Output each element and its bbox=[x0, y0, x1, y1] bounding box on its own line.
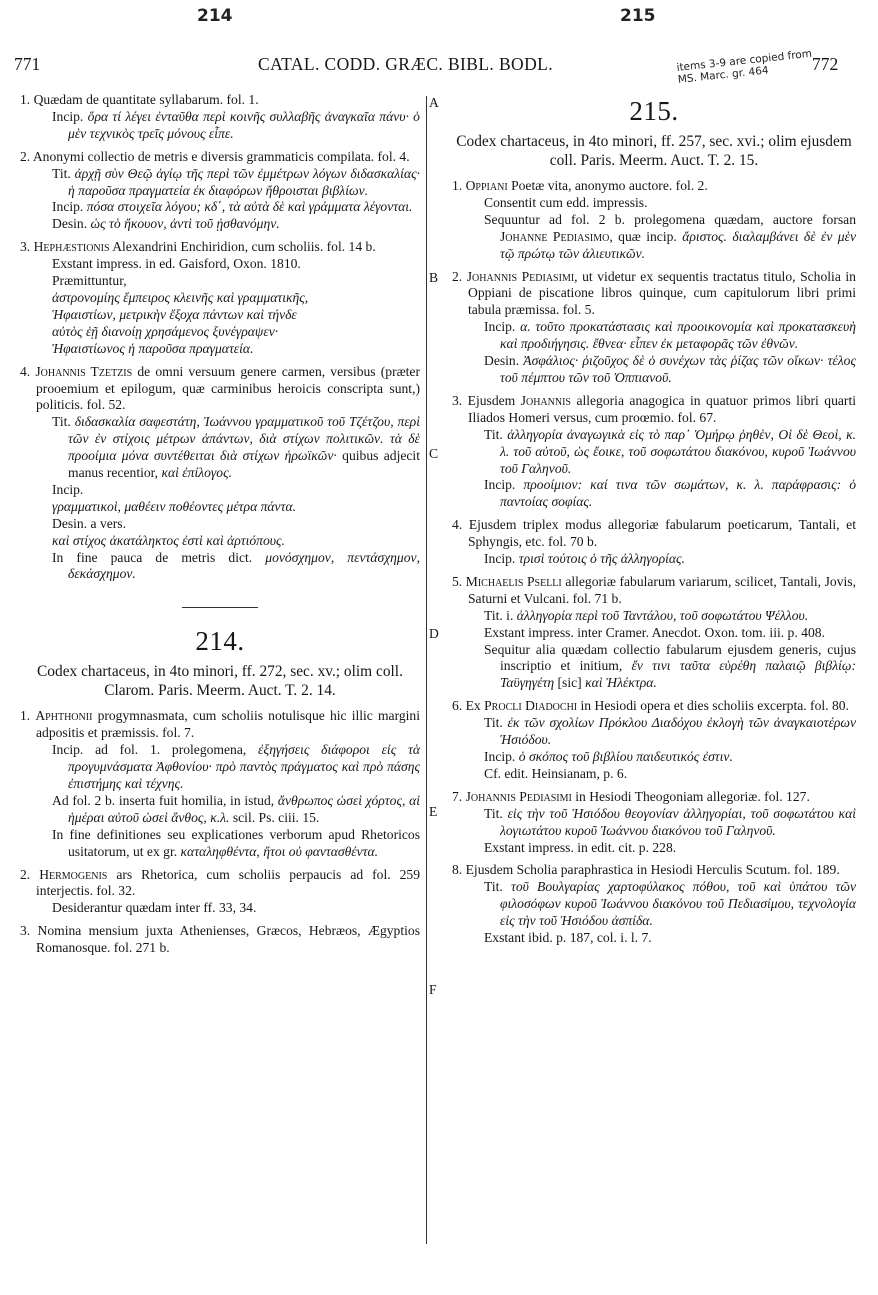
greek-text: μονόσχημον, πεντάσχημον, δεκάσχημον. bbox=[68, 549, 420, 582]
codex-number: 214. bbox=[195, 626, 245, 657]
note-text: Præmittuntur, bbox=[52, 273, 127, 289]
item-number: 8. bbox=[452, 862, 463, 878]
greek-verse: γραμματικοὶ, μαθέειν ποθέοντες μέτρα πάντα. bbox=[52, 498, 296, 514]
greek-text: ἐξηγήσεις διάφοροι εἰς τὰ προγυμνάσματα Ἀφθονίου· πρὸ παντὸς πράγματος καὶ πρὸ πάσης ἐπιστήμης καὶ τέχνης. bbox=[68, 742, 420, 791]
greek-text: καὶ Ἠλέκτρα. bbox=[585, 675, 657, 691]
author-name: Johannis Tzetzis bbox=[35, 363, 133, 379]
author-name: Aphthonii bbox=[35, 708, 93, 724]
title-label: Tit. bbox=[484, 426, 503, 442]
greek-text: διδασκαλία σαφεστάτη, Ἰωάννου γραμματικοῦ τοῦ Τζέτζου, περὶ τῶν ἐν στίχοις μέτρων ἁπάντων, διὰ στίχων πολιτικῶν. τὰ δὲ προοίμια μόνα συντέθειται διὰ στίχων ἡρωϊκῶν· bbox=[68, 414, 420, 464]
greek-text: ἄριστος. διαλαμβάνει δὲ ἐν μὲν τῷ πρώτῳ τῶν ἁλιευτικῶν. bbox=[500, 228, 856, 261]
page-number-left: 771 bbox=[14, 54, 41, 74]
item-title: allegoria anagogica in quatuor primos libri quarti Iliados Homeri versus, cum proœmio. fol. 67. bbox=[468, 392, 856, 425]
greek-text: ἀρχῇ σὺν Θεῷ ἁγίῳ τῆς περὶ τῶν ἐμμέτρων λόγων διδασκαλίας· ἡ παροῦσα πραγματεία ἐκ διαφόρων ἤθροισται βιβλίων. bbox=[68, 165, 420, 198]
item-title: Anonymi collectio de metris e diversis grammaticis compilata. fol. 4. bbox=[32, 148, 410, 164]
list-item bbox=[20, 923, 420, 957]
note-text: Desiderantur quædam inter ff. 33, 34. bbox=[52, 900, 257, 916]
item-number: 7. bbox=[452, 788, 463, 804]
item-number: 4. bbox=[20, 363, 31, 379]
greek-text: πόσα στοιχεῖα λόγου; κδ΄, τὰ αὐτὰ δὲ καὶ γράμματα λέγονται. bbox=[86, 199, 413, 215]
list-item bbox=[20, 149, 420, 234]
margin-letter-b: B bbox=[429, 270, 439, 285]
incipit-label: Incip. bbox=[484, 319, 516, 335]
greek-text: ὅρα τί λέγει ἐνταῦθα περὶ κοινῆς συλλαβῆς ἀναγκαῖα πάνυ· ὁ μὲν τεχνικὸς τρεῖς μόνους εἶπε. bbox=[68, 108, 420, 141]
list-item bbox=[20, 708, 420, 860]
incipit-label: Incip. bbox=[52, 108, 84, 124]
incipit-label: Incip. bbox=[52, 199, 84, 215]
codex-number: 215. bbox=[629, 96, 679, 126]
item-number: 1. bbox=[20, 92, 31, 107]
greek-text: προοίμιον: καί τινα τῶν σωμάτων, κ. λ. παράφρασις: ὁ παντοίας σοφίας. bbox=[500, 477, 856, 510]
title-label: Tit. bbox=[52, 165, 71, 181]
title-label: Tit. bbox=[484, 715, 503, 731]
greek-text: ἐκ τῶν σχολίων Πρόκλου Διαδόχου ἐκλογὴ τῶν ἀναγκαιοτέρων Ἡσιόδου. bbox=[500, 715, 856, 748]
greek-text: ἔν τινι ταῦτα εὑρέθη παλαιῷ βιβλίῳ: Ταϋγηγέτη bbox=[500, 658, 856, 691]
item-title: de omni versuum genere carmen, versibus (præter prooemium et epilogum, quæ carminibus heroicis conscripta sunt,) politicis. fol. 52. bbox=[36, 363, 420, 413]
list-item bbox=[452, 393, 856, 511]
author-name: Hephæstionis bbox=[33, 239, 110, 255]
note-text: quibus adjecit manus recentior, bbox=[68, 448, 420, 481]
list-item bbox=[20, 867, 420, 918]
note-text: Sequuntur ad fol. 2 b. prolegomena quædam, auctore forsan bbox=[484, 211, 856, 227]
desinit-label: Desin. a vers. bbox=[52, 515, 126, 531]
note-text: Ejusdem bbox=[467, 392, 516, 408]
note-text: Incip. ad fol. 1. prolegomena, bbox=[52, 742, 247, 758]
greek-verse: ἀστρονομίης ἔμπειρος κλεινῆς καὶ γραμματικῆς, bbox=[52, 289, 309, 305]
note-text: [sic] bbox=[557, 675, 582, 691]
list-item bbox=[452, 789, 856, 857]
item-title: ut videtur ex sequentis tractatus titulo, Scholia in Oppiani de piscatione libros quinque, cum capitulorum libri primi tabula præmissa. fol. 5. bbox=[468, 268, 856, 318]
note-text: Exstant impress. in edit. cit. p. 228. bbox=[484, 839, 677, 855]
list-item bbox=[452, 269, 856, 387]
left-column bbox=[20, 92, 420, 963]
item-number: 1. bbox=[452, 178, 463, 193]
greek-text: εἰς τὴν τοῦ Ἡσιόδου θεογονίαν ἀλληγορίαι, τοῦ σοφωτάτου καὶ λογιωτάτου κυροῦ Ἰωάννου διακόνου τοῦ Γαληνοῦ. bbox=[500, 805, 856, 838]
greek-text: ἀλληγορία περὶ τοῦ Ταντάλου, τοῦ σοφωτάτου Ψέλλου. bbox=[516, 607, 809, 623]
greek-text: τρισὶ τούτοις ὁ τῆς ἀλληγορίας. bbox=[518, 551, 685, 567]
title-label: Tit. bbox=[52, 414, 71, 430]
handwritten-page-number-left: 214 bbox=[197, 6, 233, 26]
note-text: Sequitur alia quædam collectio fabularum ejusdem generis, cujus inscriptio et initium, bbox=[484, 641, 856, 674]
author-name: Johannis Pediasimi bbox=[465, 788, 572, 804]
item-title: Ejusdem Scholia paraphrastica in Hesiodi Herculis Scutum. fol. 189. bbox=[465, 862, 840, 878]
handwritten-page-number-right: 215 bbox=[620, 6, 656, 26]
author-name: Johannis bbox=[520, 392, 571, 408]
note-text: Consentit cum edd. impressis. bbox=[484, 194, 648, 210]
item-number: 3. bbox=[20, 239, 31, 255]
desinit-label: Desin. bbox=[484, 353, 520, 369]
right-column bbox=[452, 92, 856, 953]
greek-verse: αὐτὸς ἑῇ διανοίῃ χρησάμενος ξυνέγραψεν· bbox=[52, 323, 279, 339]
item-title: Nomina mensium juxta Athenienses, Græcos, Hebræos, Ægyptios Romanosque. fol. 271 b. bbox=[36, 923, 420, 956]
note-text: Ad fol. 2 b. inserta fuit homilia, in istud, bbox=[52, 792, 275, 808]
codex-description: Codex chartaceus, in 4to minori, ff. 257, sec. xvi.; olim ejusdem coll. Paris. Meerm. Auct. T. 2. 15. bbox=[456, 133, 852, 169]
margin-letter-d: D bbox=[429, 626, 439, 641]
greek-text: καὶ ἐπίλογος. bbox=[161, 465, 232, 481]
author-name: Procli Diadochi bbox=[484, 698, 578, 714]
list-item bbox=[452, 574, 856, 692]
list-item bbox=[20, 92, 420, 143]
item-title: ars Rhetorica, cum scholiis perpaucis ad fol. 259 interjectis. fol. 32. bbox=[36, 866, 420, 899]
author-name: Oppiani bbox=[465, 178, 508, 193]
item-number: 2. bbox=[452, 268, 463, 284]
note-text: Ex bbox=[465, 698, 481, 714]
item-number: 6. bbox=[452, 698, 463, 714]
greek-verse: Ἡφαιστίων, μετρικὴν ἔξοχα πάντων καὶ τήνδε bbox=[52, 306, 297, 322]
item-number: 4. bbox=[452, 517, 463, 533]
incipit-label: Incip. bbox=[484, 551, 516, 567]
list-item bbox=[452, 862, 856, 947]
author-name: Michaelis Pselli bbox=[465, 573, 562, 589]
greek-text: Ἀσφάλιος· ῥιζοῦχος δὲ ὁ συνέχων τὰς ῥίζας τῶν οἴκων· τέλος τοῦ πέμπτου τῶν τοῦ Ὀππιανοῦ. bbox=[500, 353, 856, 385]
author-name: Johannis Pediasimi, bbox=[466, 268, 578, 284]
title-label: Tit. bbox=[484, 879, 503, 895]
list-item bbox=[452, 178, 856, 263]
section-divider bbox=[182, 607, 258, 608]
item-number: 3. bbox=[452, 392, 463, 408]
incipit-label: Incip. bbox=[484, 749, 516, 764]
greek-text: α. τοῦτο προκατάστασις καὶ προοικονομία καὶ προκατασκευὴ καὶ προδιήγησις. ἔθνεα· εἶπεν ἐκ μεταφορᾶς τῶν ἐθνῶν. bbox=[500, 319, 856, 352]
item-title: progymnasmata, cum scholiis notulisque hic illic margini adpositis et præmissis. fol. 7. bbox=[36, 708, 421, 741]
list-item bbox=[452, 517, 856, 568]
item-title: Quædam de quantitate syllabarum. fol. 1. bbox=[33, 92, 259, 107]
desinit-label: Desin. bbox=[52, 216, 88, 232]
list-item bbox=[452, 698, 856, 783]
running-title: CATAL. CODD. GRÆC. BIBL. BODL. bbox=[258, 54, 553, 74]
author-name: Johanne Pediasimo, bbox=[500, 228, 613, 244]
item-title: in Hesiodi opera et dies scholiis excerpta. fol. 80. bbox=[580, 698, 849, 714]
greek-text: καταληφθέντα, ἤτοι οὐ φαντασθέντα. bbox=[180, 843, 379, 859]
greek-text: ἀλληγορία ἀναγωγικὰ εἰς τὸ παρ᾽ Ὁμήρῳ ῥηθὲν, Οἱ δὲ Θεοὶ, κ. λ. τοῦ αὐτοῦ, ὡς ἔοικε, τοῦ σοφωτάτου διακόνου, κυροῦ Ἰωάννου τοῦ Γαληνοῦ. bbox=[500, 426, 856, 476]
item-number: 1. bbox=[20, 708, 31, 724]
title-label: Tit. i. bbox=[484, 607, 514, 623]
item-number: 2. bbox=[20, 148, 31, 164]
title-label: Tit. bbox=[484, 805, 503, 821]
note-text: Cf. edit. Heinsianam, p. 6. bbox=[484, 765, 628, 781]
column-divider bbox=[426, 96, 427, 1244]
note-text: Exstant impress. in ed. Gaisford, Oxon. 1810. bbox=[52, 256, 301, 272]
incipit-label: Incip. bbox=[484, 477, 516, 493]
note-text: In fine pauca de metris dict. bbox=[52, 549, 253, 565]
greek-text: ὡς τὸ ἤκουον, ἀντὶ τοῦ ᾐσθανόμην. bbox=[90, 216, 280, 232]
note-text: quæ incip. bbox=[618, 228, 677, 244]
incipit-label: Incip. bbox=[52, 481, 84, 497]
item-number: 2. bbox=[20, 866, 31, 882]
margin-letter-f: F bbox=[429, 982, 437, 997]
codex-description: Codex chartaceus, in 4to minori, ff. 272, sec. xv.; olim coll. Clarom. Paris. Meerm. Auct. T. 2. 14. bbox=[37, 663, 403, 700]
item-number: 3. bbox=[20, 923, 31, 939]
page-number-right: 772 bbox=[812, 54, 839, 74]
greek-text: τοῦ Βουλγαρίας χαρτοφύλακος πόθου, τοῦ καὶ ὑπάτου τῶν φιλοσόφων κυροῦ Ἰωάννου διακόνου τοῦ Πεδιασίμου, τεχνολογία εἰς τὴν τοῦ Ἡσιόδου ἀσπίδα. bbox=[500, 879, 856, 929]
greek-verse: καὶ στίχος ἀκατάληκτος ἐστὶ καὶ ἀρτιόπους. bbox=[52, 532, 285, 548]
author-name: Hermogenis bbox=[39, 866, 108, 882]
list-item bbox=[20, 364, 420, 584]
item-title: Poetæ vita, anonymo auctore. fol. 2. bbox=[511, 178, 708, 193]
greek-verse: Ἡφαιστίωνος ἡ παροῦσα πραγματεία. bbox=[52, 340, 254, 356]
note-text: scil. Ps. ciii. 15. bbox=[232, 809, 320, 825]
item-number: 5. bbox=[452, 573, 463, 589]
margin-letter-a: A bbox=[429, 95, 439, 110]
item-title: Alexandrini Enchiridion, cum scholiis. fol. 14 b. bbox=[112, 239, 376, 255]
list-item bbox=[20, 239, 420, 357]
item-title: in Hesiodi Theogoniam allegoriæ. fol. 127. bbox=[575, 788, 810, 804]
note-text: In fine definitiones seu explicationes verborum apud Rhetoricos usitatorum, ut ex gr. bbox=[52, 826, 420, 859]
note-text: Exstant ibid. p. 187, col. i. l. 7. bbox=[484, 930, 652, 946]
note-text: Exstant impress. inter Cramer. Anecdot. Oxon. tom. iii. p. 408. bbox=[484, 624, 825, 640]
greek-text: ἄνθρωπος ὡσεὶ χόρτος, αἱ ἡμέραι αὐτοῦ ὡσεὶ ἄνθος, κ.λ. bbox=[68, 792, 420, 825]
greek-text: ὁ σκόπος τοῦ βιβλίου παιδευτικός ἐστιν. bbox=[518, 749, 733, 764]
margin-letter-e: E bbox=[429, 804, 438, 819]
margin-letter-c: C bbox=[429, 446, 439, 461]
item-title: Ejusdem triplex modus allegoriæ fabularum poeticarum, Tantali, et Sphyngis, etc. fol. 70 b. bbox=[468, 517, 856, 550]
item-title: allegoriæ fabularum variarum, scilicet, Tantali, Jovis, Saturni et Vulcani. fol. 71 b. bbox=[468, 573, 856, 606]
handwritten-note: items 3-9 are copied from MS. Marc. gr. 464 bbox=[676, 47, 813, 86]
